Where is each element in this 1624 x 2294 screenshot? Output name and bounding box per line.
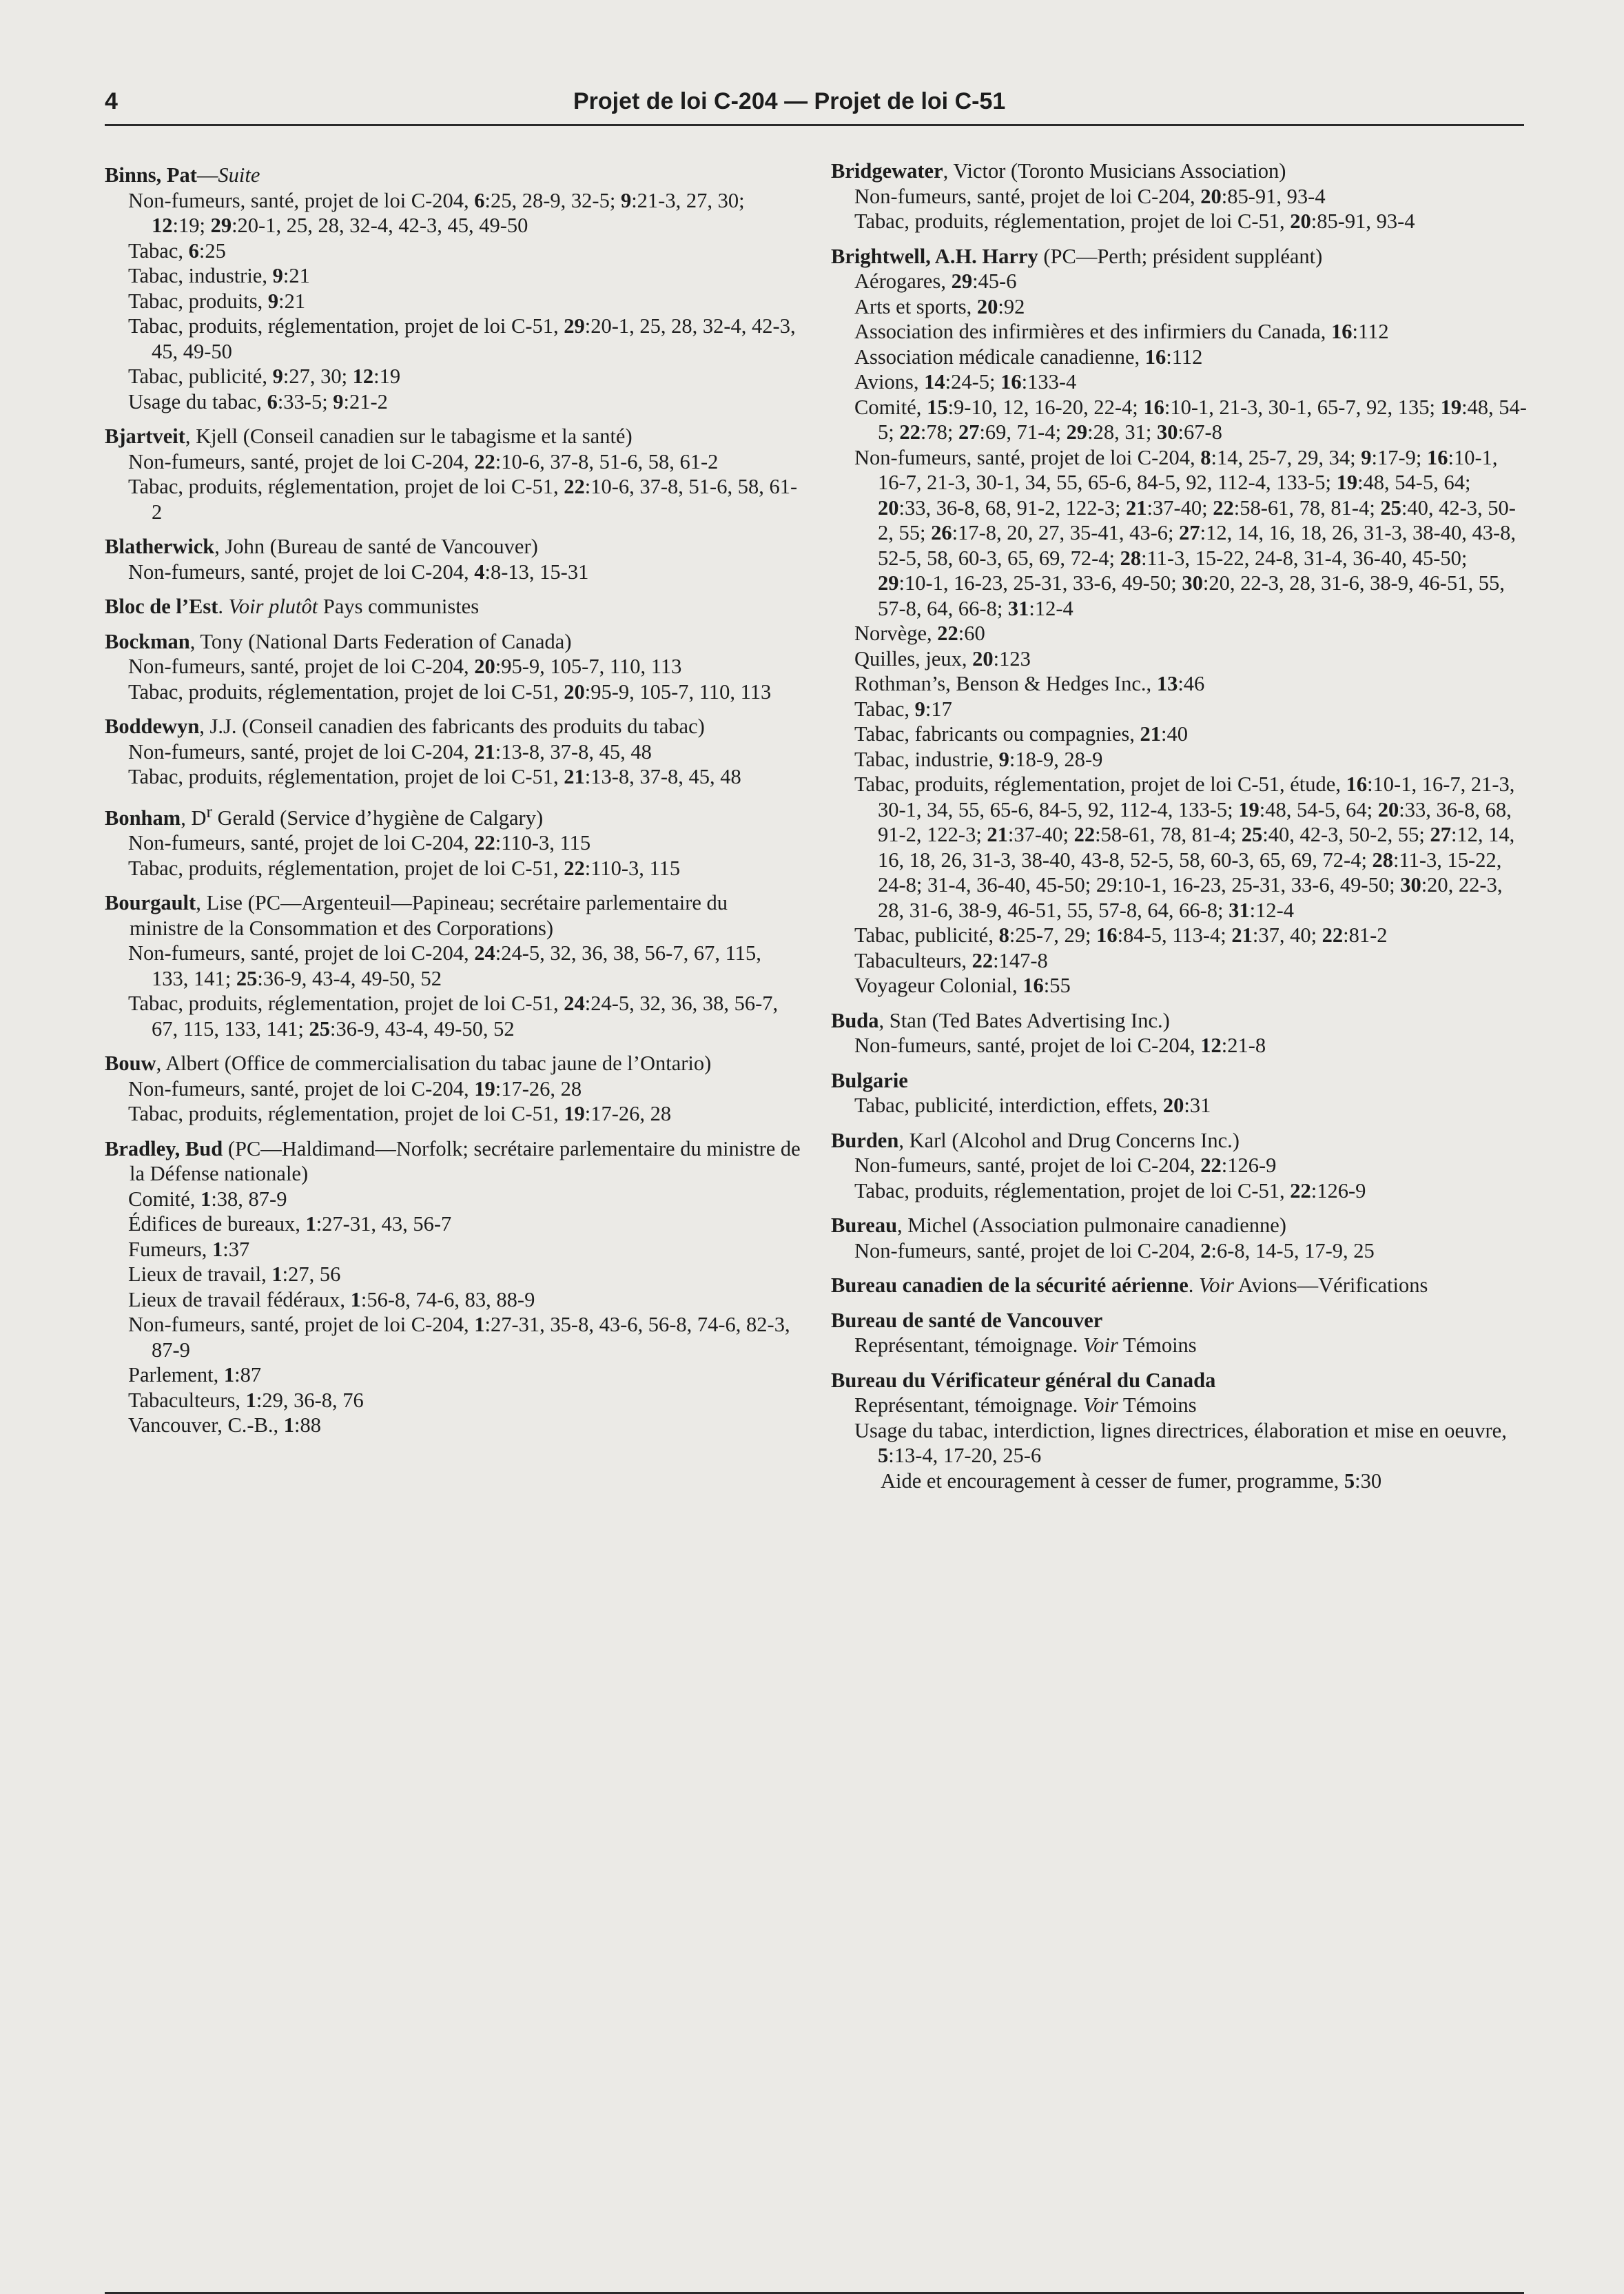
entry-heading: Boddewyn, J.J. (Conseil canadien des fabricants des produits du tabac)	[105, 715, 705, 738]
entry-subheading: Lieux de travail, 1:27, 56	[128, 1262, 341, 1287]
entry-subheading: Tabac, produits, 9:21	[128, 289, 306, 313]
entry-heading: Bulgarie	[831, 1068, 908, 1092]
page-title: Projet de loi C-204 — Projet de loi C-51	[573, 88, 1006, 114]
entry-subheading: Tabac, produits, réglementation, projet de loi C-51, 20:85-91, 93-4	[854, 209, 1415, 233]
entry-subheading: Tabac, produits, réglementation, projet de loi C-51, 22:126-9	[854, 1178, 1366, 1202]
entry-sub-subheading: Aide et encouragement à cesser de fumer, programme, 5:30	[881, 1468, 1382, 1493]
entry-subheading: Usage du tabac, interdiction, lignes directrices, élaboration et mise en oeuvre, 5:13-4, 17-20, 25-6	[854, 1418, 1507, 1467]
entry-subheading: Tabac, publicité, 9:27, 30; 12:19	[128, 365, 401, 388]
page-number: 4	[105, 88, 118, 114]
entry-subheading: Non-fumeurs, santé, projet de loi C-204, 24:24-5, 32, 36, 38, 56-7, 67, 115, 133, 141; 25:36-9, 43-4, 49-50, 52	[128, 941, 761, 990]
entry-subheading: Non-fumeurs, santé, projet de loi C-204, 2:6-8, 14-5, 17-9, 25	[854, 1238, 1375, 1262]
entry-heading: Bockman, Tony (National Darts Federation of Canada)	[105, 629, 572, 653]
entry-subheading: Quilles, jeux, 20:123	[854, 646, 1031, 670]
entry-heading: Bureau canadien de la sécurité aérienne. Voir Avions—Vérifications	[831, 1273, 1428, 1297]
entry-heading: Blatherwick, John (Bureau de santé de Vancouver)	[105, 535, 538, 558]
entry-subheading: Tabac, produits, réglementation, projet de loi C-51, 29:20-1, 25, 28, 32-4, 42-3, 45, 49-50	[128, 314, 796, 363]
entry-subheading: Tabac, produits, réglementation, projet de loi C-51, 20:95-9, 105-7, 110, 113	[128, 679, 772, 704]
entry-subheading: Tabac, publicité, interdiction, effets, 20:31	[854, 1094, 1211, 1117]
entry-subheading: Tabac, publicité, 8:25-7, 29; 16:84-5, 113-4; 21:37, 40; 22:81-2	[854, 923, 1388, 947]
index-entry	[105, 163, 801, 414]
entry-subheading: Tabac, produits, réglementation, projet de loi C-51, 19:17-26, 28	[128, 1102, 672, 1126]
index-entry	[105, 629, 801, 705]
entry-subheading: Édifices de bureaux, 1:27-31, 43, 56-7	[128, 1212, 452, 1236]
entry-subheading: Non-fumeurs, santé, projet de loi C-204, 8:14, 25-7, 29, 34; 9:17-9; 16:10-1, 16-7, 21-3, 30-1, 34, 55, 65-6, 84-5, 92, 112-4, 133-5; 19:48, 54-5, 64; 20:33, 36-8, 68, 91-2, 122-3; 21:37-40; 22:58-61, 78, 81-4; 25:40, 42-3, 50-2, 55; 26:17-8, 20, 27, 35-41, 43-6; 27:12, 14, 16, 18, 26, 31-3, 38-40, 43-8, 52-5, 58, 60-3, 65, 69, 72-4; 28:11-3, 15-22, 24-8, 31-4, 36-40, 45-50; 29:10-1, 16-23, 25-31, 33-6, 49-50; 30:20, 22-3, 28, 31-6, 38-9, 46-51, 55, 57-8, 64, 66-8; 31:12-4	[854, 445, 1516, 620]
index-entry	[831, 1368, 1527, 1494]
index-entry	[831, 1213, 1527, 1263]
entry-heading: Bouw, Albert (Office de commercialisation du tabac jaune de l’Ontario)	[105, 1052, 712, 1076]
index-entry	[831, 1273, 1527, 1298]
entry-subheading: Représentant, témoignage. Voir Témoins	[854, 1333, 1197, 1357]
entry-subheading: Tabac, fabricants ou compagnies, 21:40	[854, 722, 1189, 746]
page-header	[105, 88, 1524, 124]
index-entry	[831, 1308, 1527, 1358]
header-rule	[105, 124, 1524, 126]
entry-subheading: Avions, 14:24-5; 16:133-4	[854, 370, 1077, 393]
index-entry	[105, 1051, 801, 1127]
entry-subheading: Non-fumeurs, santé, projet de loi C-204, 22:10-6, 37-8, 51-6, 58, 61-2	[128, 449, 719, 473]
entry-subheading: Comité, 15:9-10, 12, 16-20, 22-4; 16:10-1, 21-3, 30-1, 65-7, 92, 135; 19:48, 54-5; 22:78; 27:69, 71-4; 29:28, 31; 30:67-8	[854, 395, 1527, 444]
entry-subheading: Tabac, 9:17	[854, 697, 952, 721]
index-entry	[831, 1068, 1527, 1118]
entry-subheading: Tabac, industrie, 9:21	[128, 264, 310, 287]
entry-subheading: Non-fumeurs, santé, projet de loi C-204, 1:27-31, 35-8, 43-6, 56-8, 74-6, 82-3, 87-9	[128, 1313, 790, 1362]
entry-subheading: Association des infirmières et des infirmiers du Canada, 16:112	[854, 320, 1389, 343]
index-entry	[831, 1008, 1527, 1058]
entry-heading: Bonham, $D^r$ Gerald (Service d’hygiène de Calgary)	[105, 801, 544, 830]
index-entry	[105, 424, 801, 524]
entry-subheading: Non-fumeurs, santé, projet de loi C-204, 22:110-3, 115	[128, 831, 591, 855]
index-entry	[105, 714, 801, 790]
index-entry	[831, 158, 1527, 234]
entry-subheading: Tabaculteurs, 1:29, 36-8, 76	[128, 1388, 364, 1412]
entry-heading: Bradley, Bud (PC—Haldimand—Norfolk; secrétaire parlementaire du ministre de la Défense nationale)	[105, 1136, 801, 1186]
left-index-column	[105, 163, 801, 1448]
entry-subheading: Vancouver, C.-B., 1:88	[128, 1413, 322, 1437]
entry-subheading: Norvège, 22:60	[854, 622, 985, 645]
entry-subheading: Non-fumeurs, santé, projet de loi C-204, 20:95-9, 105-7, 110, 113	[128, 655, 682, 678]
entry-subheading: Tabac, industrie, 9:18-9, 28-9	[854, 747, 1103, 771]
entry-heading: Burden, Karl (Alcohol and Drug Concerns Inc.)	[831, 1128, 1240, 1152]
right-index-column	[831, 158, 1527, 1503]
entry-heading: Bureau, Michel (Association pulmonaire canadienne)	[831, 1213, 1286, 1237]
entry-subheading: Fumeurs, 1:37	[128, 1237, 250, 1261]
index-entry	[105, 799, 801, 881]
entry-subheading: Tabac, produits, réglementation, projet de loi C-51, étude, 16:10-1, 16-7, 21-3, 30-1, 34, 55, 65-6, 84-5, 92, 112-4, 133-5; 19:48, 54-5, 64; 20:33, 36-8, 68, 91-2, 122-3; 21:37-40; 22:58-61, 78, 81-4; 25:40, 42-3, 50-2, 55; 27:12, 14, 16, 18, 26, 31-3, 38-40, 43-8, 52-5, 58, 60-3, 65, 69, 72-4; 28:11-3, 15-22, 24-8; 31-4, 36-40, 45-50; 29:10-1, 16-23, 25-31, 33-6, 49-50; 30:20, 22-3, 28, 31-6, 38-9, 46-51, 55, 57-8, 64, 66-8; 31:12-4	[854, 772, 1515, 922]
index-entry	[105, 890, 801, 1041]
entry-subheading: Association médicale canadienne, 16:112	[854, 345, 1203, 369]
index-entry	[831, 1128, 1527, 1204]
entry-heading: Bureau de santé de Vancouver	[831, 1308, 1103, 1332]
entry-subheading: Tabac, produits, réglementation, projet de loi C-51, 24:24-5, 32, 36, 38, 56-7, 67, 115, 133, 141; 25:36-9, 43-4, 49-50, 52	[128, 992, 779, 1041]
entry-subheading: Représentant, témoignage. Voir Témoins	[854, 1393, 1197, 1417]
entry-subheading: Tabac, 6:25	[128, 238, 226, 263]
entry-subheading: Rothman’s, Benson & Hedges Inc., 13:46	[854, 672, 1205, 695]
entry-subheading: Tabac, produits, réglementation, projet de loi C-51, 22:110-3, 115	[128, 856, 681, 880]
entry-subheading: Aérogares, 29:45-6	[854, 269, 1017, 293]
entry-heading: Bureau du Vérificateur général du Canada	[831, 1368, 1216, 1392]
entry-heading: Bourgault, Lise (PC—Argenteuil—Papineau; secrétaire parlementaire du ministre de la Consommation et des Corporations)	[105, 891, 728, 940]
entry-subheading: Lieux de travail fédéraux, 1:56-8, 74-6, 83, 88-9	[128, 1287, 535, 1311]
index-entry	[105, 534, 801, 584]
entry-subheading: Comité, 1:38, 87-9	[128, 1187, 287, 1211]
entry-subheading: Non-fumeurs, santé, projet de loi C-204, 6:25, 28-9, 32-5; 9:21-3, 27, 30; 12:19; 29:20-1, 25, 28, 32-4, 42-3, 45, 49-50	[128, 188, 745, 237]
index-entry	[831, 244, 1527, 998]
index-entry	[105, 594, 801, 619]
entry-heading: Binns, Pat—Suite	[105, 163, 260, 187]
entry-subheading: Non-fumeurs, santé, projet de loi C-204, 12:21-8	[854, 1034, 1266, 1057]
entry-heading: Brightwell, A.H. Harry (PC—Perth; président suppléant)	[831, 244, 1323, 268]
entry-subheading: Arts et sports, 20:92	[854, 294, 1025, 318]
index-entry	[105, 1136, 801, 1438]
entry-subheading: Tabaculteurs, 22:147-8	[854, 948, 1048, 972]
entry-subheading: Usage du tabac, 6:33-5; 9:21-2	[128, 389, 388, 413]
entry-heading: Bloc de l’Est. Voir plutôt Pays communistes	[105, 595, 480, 618]
entry-subheading: Tabac, produits, réglementation, projet de loi C-51, 21:13-8, 37-8, 45, 48	[128, 765, 741, 788]
entry-subheading: Non-fumeurs, santé, projet de loi C-204, 4:8-13, 15-31	[128, 560, 589, 584]
entry-subheading: Voyageur Colonial, 16:55	[854, 974, 1071, 997]
entry-subheading: Non-fumeurs, santé, projet de loi C-204, 21:13-8, 37-8, 45, 48	[128, 739, 652, 764]
entry-subheading: Non-fumeurs, santé, projet de loi C-204, 20:85-91, 93-4	[854, 184, 1326, 208]
entry-subheading: Parlement, 1:87	[128, 1363, 262, 1387]
entry-heading: Bjartveit, Kjell (Conseil canadien sur le tabagisme et la santé)	[105, 424, 633, 448]
entry-subheading: Non-fumeurs, santé, projet de loi C-204, 22:126-9	[854, 1154, 1277, 1177]
entry-subheading: Non-fumeurs, santé, projet de loi C-204, 19:17-26, 28	[128, 1076, 582, 1100]
entry-heading: Buda, Stan (Ted Bates Advertising Inc.)	[831, 1008, 1170, 1032]
entry-heading: Bridgewater, Victor (Toronto Musicians Association)	[831, 159, 1286, 183]
entry-subheading: Tabac, produits, réglementation, projet de loi C-51, 22:10-6, 37-8, 51-6, 58, 61-2	[128, 475, 798, 524]
